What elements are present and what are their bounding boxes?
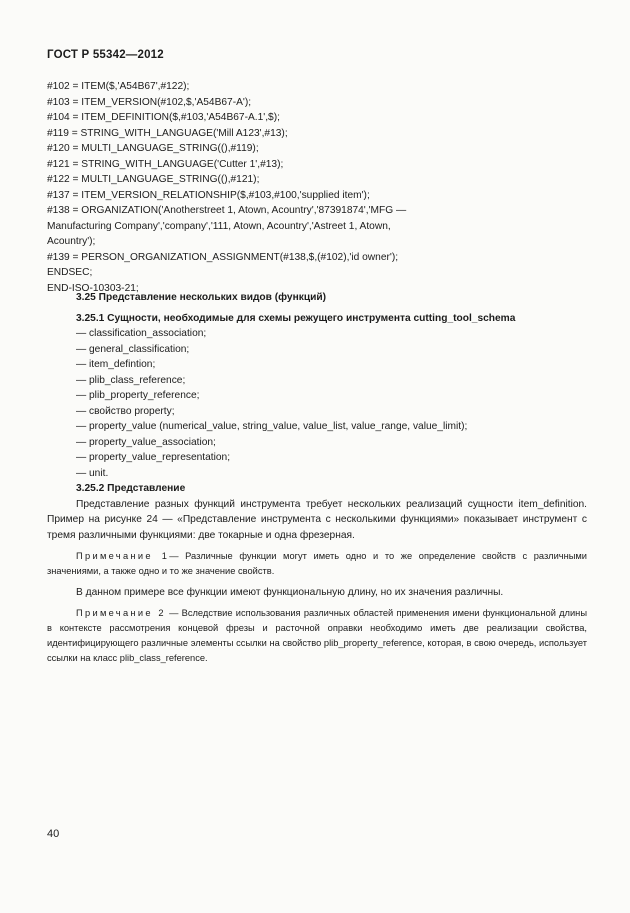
code-line: #121 = STRING_WITH_LANGUAGE('Cutter 1',#13); [47,158,284,170]
list-item: — general_classification; [76,343,190,355]
note-1 [47,549,587,579]
paragraph: Представление разных функций инструмента требует нескольких реализаций сущности item_definition. Пример на рисунке 24 — «Представление инструмента с несколькими функциями» показывает инструмент с тремя различными функциями: две токарные и одна фрезерная. [47,498,587,541]
list-item: — property_value (numerical_value, string_value, value_list, value_range, value_limit); [76,421,468,432]
note-label: Примечание 1 [76,551,170,561]
document-body [47,290,587,666]
list-item: — property_value_representation; [76,452,231,463]
section-heading-3-25-2: 3.25.2 Представление [76,483,186,494]
section-heading-3-25: 3.25 Представление нескольких видов (функций) [76,292,327,303]
code-line: #119 = STRING_WITH_LANGUAGE('Mill A123',#13); [47,127,288,139]
document-header: ГОСТ Р 55342—2012 [47,49,164,61]
note-label: Примечание 2 [76,607,166,618]
paragraph: В данном примере все функции имеют функциональную длину, но их значения различны. [76,587,504,598]
note-text: — Различные функции могут иметь одно и то же определение свойств с различными значениями, а также одно и то же значение свойств. [47,551,588,576]
list-item: — classification_association; [76,328,207,339]
note-2 [47,606,587,666]
code-line: #120 = MULTI_LANGUAGE_STRING((),#119); [47,143,259,154]
code-line: #122 = MULTI_LANGUAGE_STRING((),#121); [47,174,260,185]
list-item: — plib_property_reference; [76,390,200,401]
code-line: #102 = ITEM($,'A54B67',#122); [47,81,190,92]
list-item: — property_value_association; [76,436,216,448]
code-line: #139 = PERSON_ORGANIZATION_ASSIGNMENT(#138,$,(#102),'id owner'); [47,251,399,263]
list-item: — свойство property; [76,405,175,417]
section-heading-3-25-1: 3.25.1 Сущности, необходимые для схемы режущего инструмента cutting_tool_schema [76,312,516,324]
code-line: END-ISO-10303-21; [47,282,139,294]
code-line: #138 = ORGANIZATION('Anotherstreet 1, Atown, Acountry','87391874','MFG — [47,205,407,216]
code-line: #103 = ITEM_VERSION(#102,$,'A54B67-A'); [47,96,252,108]
list-item: — item_defintion; [76,359,156,370]
list-item: — unit. [76,467,109,479]
code-line: Manufacturing Company','company','111, Atown, Acountry','Astreet 1, Atown, [47,220,391,232]
list-item: — plib_class_reference; [76,374,186,386]
page-number: 40 [47,828,60,840]
code-line: #104 = ITEM_DEFINITION($,#103,'A54B67-A.1',$); [47,112,280,123]
code-line: Acountry'); [47,236,96,247]
step-code-block [47,79,587,296]
code-line: ENDSEC; [47,267,93,278]
code-line: #137 = ITEM_VERSION_RELATIONSHIP($,#103,#100,'supplied item'); [47,189,370,201]
note-text: — Вследствие использования различных областей применения имени функциональной длины в контексте рассмотрения концевой фрезы и расточной оправки необходимо иметь две реализации свойства, идентифицирующего различные элементы ссылки на свойство plib_property_reference, которая, в свою очередь, использует ссылки на класс plib_class_reference. [47,607,587,663]
